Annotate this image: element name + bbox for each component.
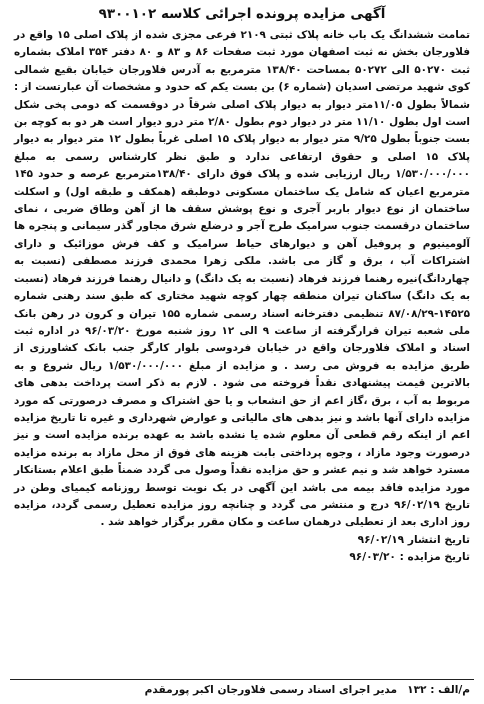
- auction-notice: [10, 4, 474, 700]
- publish-date: تاریخ انتشار ۹۶/۰۲/۱۹: [357, 533, 470, 546]
- footer-reference: م/الف : ۱۳۲: [407, 684, 470, 696]
- notice-footer: [10, 679, 474, 700]
- notice-title: آگهی مزایده پرونده اجرائی کلاسه ۹۳۰۰۱۰۲: [98, 6, 386, 22]
- auction-date: تاریخ مزایده : ۹۶/۰۳/۲۰: [349, 551, 470, 564]
- footer-signature: مدیر اجرای اسناد رسمی فلاورجان اکبر پورمقدم: [144, 684, 398, 696]
- notice-body: تمامت ششدانگ یک باب خانه پلاک ثبتی ۲۱۰۹ فرعی مجزی شده از پلاک اصلی ۱۵ واقع در فلاورجان بخش نه ثبت اصفهان مورد ثبت صفحات ۸۶ و ۸۳ و ۸۰ دفتر ۳۵۴ املاک بشماره ثبت ۵۰۲۷۰ الی ۵۰۲۷۲ بمساحت ۱۳۸/۴۰ مترمربع به آدرس فلاورجان خیابان بقیع شمالی کوی شهید مرتضی اسدیان (شماره ۶) بن بست یکم که حدود و مشخصات آن عبارتست از : شمالاً بطول ۱۱/۰۵متر دیوار به دیوار پلاک اصلی شرقاً در دوقسمت که دومی پخی شکل است اول بطول ۱۱/۱۰ متر در دیوار دوم بطول ۲/۸۰ متر درو دیوار است هر دو به کوچه بن بست جنوباً بطول ۹/۲۵ متر دیوار به دیوار پلاک ۱۵ اصلی غرباً بطول ۱۲ متر دیوار به دیوار پلاک ۱۵ اصلی و حقوق ارتفاعی ندارد و طبق نظر کارشناس رسمی به مبلغ ۱/۵۳۰/۰۰۰/۰۰۰ ریال ارزیابی شده و پلاک فوق دارای ۱۳۸/۴۰مترمربع عرصه و حدود ۱۴۵ مترمربع اعیان که شامل یک ساختمان مسکونی دوطبقه (همکف و طبقه اول) و اسکلت ساختمان از نوع دیوار باربر آجری و نوع پوشش سقف ها از آهن وطاق ضربی ، نمای ساختمان درقسمت جنوب سرامیک طرح آجر و درضلع شرق مجاور گذر سیمانی و پنجره ها آلومینیوم و پروفیل آهن و دیوارهای حیاط سرامیک و کف فرش موزائیک و دارای اشتراکات آب ، برق و گاز می باشد. ملکی زهرا محمدی فرزند مصطفی (نسبت به چهاردانگ)نیره رهنما فرزند فرهاد (نسبت به یک دانگ) و دانیال رهنما فرزند فرهاد (نسبت به یک دانگ) ساکنان تیران منطقه چهار کوچه شهید مختاری که طبق سند رهنی شماره ۱۴۵۲۵-۸۷/۰۸/۲۹ تنظیمی دفترخانه اسناد رسمی شماره ۱۵۵ تیران و کرون در رهن بانک ملی شعبه تیران قرارگرفته از ساعت ۹ الی ۱۲ روز شنبه مورخ ۹۶/۰۳/۲۰ در اداره ثبت اسناد و املاک فلاورجان واقع در خیابان فردوسی بلوار کارگر جنب بانک کشاورزی از طریق مزایده به فروش می رسد . و مزایده از مبلغ ۱/۵۳۰/۰۰۰/۰۰۰ ریال شروع و به بالاترین قیمت پیشنهادی نقداً فروخته می شود . لازم به ذکر است پرداخت بدهی های مربوط به آب ، برق ،گاز اعم از حق انشعاب و یا حق اشتراک و مصرف درصورتی که مورد مزایده دارای آنها باشد و نیز بدهی های مالیاتی و عوارض شهرداری و غیره تا تاریخ مزایده اعم از اینکه رقم قطعی آن معلوم شده یا نشده باشد به عهده برنده مزایده است و نیز درصورت وجود مازاد ، وجوه پرداختی بابت هزینه های فوق از محل مازاد به برنده مزایده مسترد خواهد شد و نیم عشر و حق مزایده نقداً وصول می گردد ضمناً طبق اعلام بستانکار مورد مزایده فاقد بیمه می باشد این آگهی در یک نوبت توسط روزنامه کیمیای وطن در تاریخ ۹۶/۰۲/۱۹ درج و منتشر می گردد و چنانچه روز مزایده تعطیل رسمی گردد، مزایده روز اداری بعد از تعطیلی درهمان ساعت و مکان مقرر برگزار خواهد شد .: [14, 29, 471, 529]
